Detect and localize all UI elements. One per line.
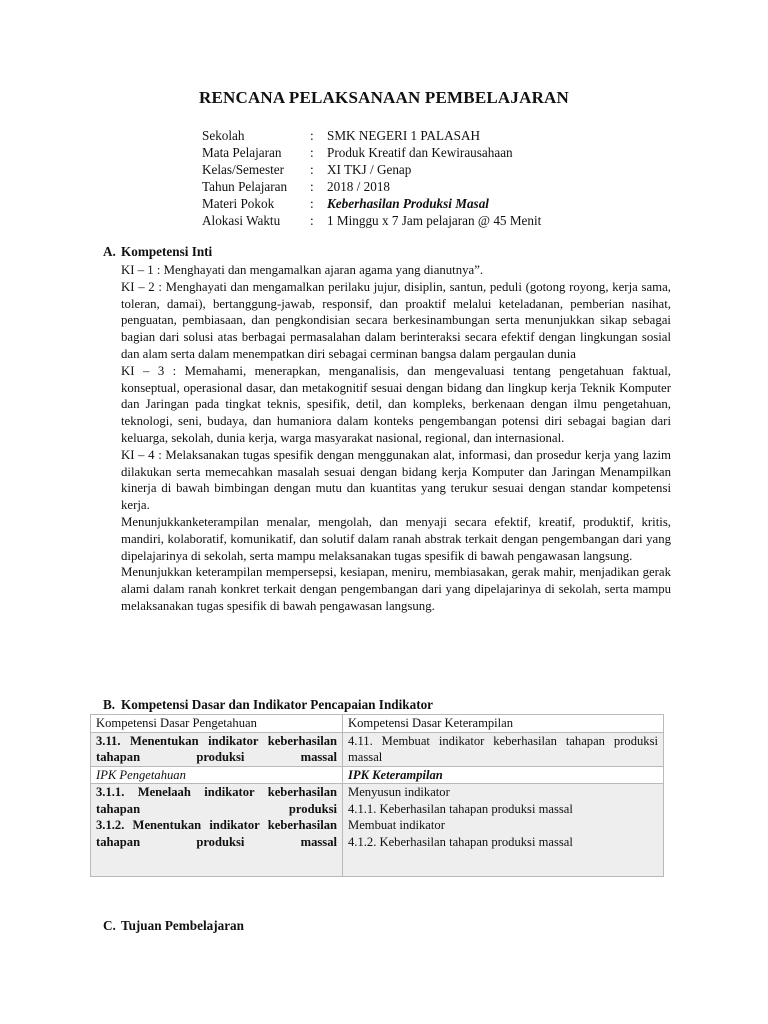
section-a-heading bbox=[103, 244, 212, 260]
identity-colon: : bbox=[310, 145, 314, 160]
ki-paragraph: KI – 2 : Menghayati dan mengamalkan perilaku jujur, disiplin, santun, peduli (gotong royong, kerja sama, toleran, damai), bertanggung-jawab, responsif, dan proaktif melalui keteladanan, pemberian nasihat, penguatan, pembiasaan, dan pengkondisian secara berkesinambungan serta menunjukkan sikap sebagai bagian dari solusi atas berbagai permasalahan dalam berinteraksi secara efektif dengan lingkungan sosial dan alam serta dalam menempatkan diri sebagai cerminan bangsa dalam pergaulan dunia bbox=[121, 279, 671, 361]
identity-label: Mata Pelajaran bbox=[202, 145, 282, 160]
ipk-keterampilan-label: IPK Keterampilan bbox=[343, 766, 664, 784]
kd-pengetahuan-cell: 3.11. Menentukan indikator keberhasilan tahapan produksi massal bbox=[91, 732, 343, 766]
col-header-keterampilan: Kompetensi Dasar Keterampilan bbox=[343, 715, 664, 733]
ipk-item: Menyusun indikator bbox=[348, 785, 450, 799]
identity-value: Keberhasilan Produksi Masal bbox=[327, 196, 489, 211]
section-title: Kompetensi Inti bbox=[121, 244, 213, 259]
section-letter: B. bbox=[103, 697, 116, 712]
table-row bbox=[91, 766, 664, 784]
identity-row bbox=[202, 212, 541, 229]
identity-label: Tahun Pelajaran bbox=[202, 179, 288, 194]
ki-paragraph: KI – 3 : Memahami, menerapkan, menganalisis, dan mengevaluasi tentang pengetahuan faktual, konseptual, operasional dasar, dan metakognitif sesuai dengan bidang dan lingkup kerja Teknik Komputer dan Jaringan pada tingkat teknis, spesifik, detil, dan kompleks, berkenaan dengan ilmu pengetahuan, teknologi, seni, budaya, dan humaniora dalam konteks pengembangan potensi diri sebagai bagian dari keluarga, sekolah, dunia kerja, warga masyarakat nasional, regional, dan internasional. bbox=[121, 363, 671, 445]
document-title: RENCANA PELAKSANAAN PEMBELAJARAN bbox=[198, 88, 570, 107]
ki-paragraph: Menunjukkanketerampilan menalar, mengolah, dan menyaji secara efektif, kreatif, produktif, kritis, mandiri, kolaboratif, komunikatif, dan solutif dalam ranah abstrak terkait dengan pengembangan dari yang dipelajarinya di sekolah, serta mampu melaksanakan tugas spesifik di bawah pengawasan langsung. bbox=[121, 514, 671, 563]
kompetensi-dasar-table bbox=[90, 714, 664, 877]
table-row bbox=[91, 732, 664, 766]
identity-value: 1 Minggu x 7 Jam pelajaran @ 45 Menit bbox=[327, 213, 542, 228]
ipk-pengetahuan-label: IPK Pengetahuan bbox=[91, 766, 343, 784]
identity-colon: : bbox=[310, 128, 314, 143]
section-b-heading bbox=[103, 697, 433, 713]
identity-value: Produk Kreatif dan Kewirausahaan bbox=[327, 145, 513, 160]
identity-value: 2018 / 2018 bbox=[327, 179, 391, 194]
ipk-item: Membuat indikator bbox=[348, 818, 445, 832]
identity-label: Materi Pokok bbox=[202, 196, 275, 211]
section-letter: A. bbox=[103, 244, 116, 259]
ipk-item: 4.1.1. Keberhasilan tahapan produksi massal bbox=[348, 801, 573, 816]
section-letter: C. bbox=[103, 918, 116, 933]
ki-paragraph: Menunjukkan keterampilan mempersepsi, kesiapan, meniru, membiasakan, gerak mahir, menjadikan gerak alami dalam ranah konkret terkait dengan pengembangan dari yang dipelajarinya di sekolah, serta mampu melaksanakan tugas spesifik di bawah pengawasan langsung. bbox=[121, 565, 671, 613]
identity-label: Sekolah bbox=[202, 128, 245, 143]
table-header-row bbox=[91, 715, 664, 733]
table-row bbox=[91, 784, 664, 877]
identity-row bbox=[202, 178, 541, 195]
ki-paragraph: KI – 1 : Menghayati dan mengamalkan ajaran agama yang dianutnya”. bbox=[121, 263, 484, 277]
identity-label: Alokasi Waktu bbox=[202, 213, 281, 228]
identity-value: SMK NEGERI 1 PALASAH bbox=[327, 128, 481, 143]
identity-colon: : bbox=[310, 162, 314, 177]
col-header-pengetahuan: Kompetensi Dasar Pengetahuan bbox=[91, 715, 343, 733]
ipk-item: 4.1.2. Keberhasilan tahapan produksi massal bbox=[348, 834, 573, 849]
kompetensi-inti-text bbox=[121, 262, 671, 615]
ki-paragraph: KI – 4 : Melaksanakan tugas spesifik dengan menggunakan alat, informasi, dan prosedur kerja yang lazim dilakukan serta memecahkan masalah sesuai dengan bidang kerja Komputer dan Jaringan Menampilkan kinerja di bawah bimbingan dengan mutu dan kuantitas yang terukur sesuai dengan standar kompetensi kerja. bbox=[121, 447, 671, 513]
identity-colon: : bbox=[310, 213, 314, 228]
identity-row bbox=[202, 195, 541, 212]
ipk-pengetahuan-cell bbox=[91, 784, 343, 877]
ipk-keterampilan-cell bbox=[343, 784, 664, 877]
identity-row bbox=[202, 161, 541, 178]
section-c-heading bbox=[103, 918, 244, 934]
identity-colon: : bbox=[310, 196, 314, 211]
identity-value: XI TKJ / Genap bbox=[327, 162, 412, 177]
ipk-item: 3.1.1. Menelaah indikator keberhasilan tahapan produksi bbox=[96, 785, 337, 816]
kd-keterampilan-cell: 4.11. Membuat indikator keberhasilan tahapan produksi massal bbox=[343, 732, 664, 766]
identity-table bbox=[202, 127, 541, 229]
identity-row bbox=[202, 144, 541, 161]
section-title: Kompetensi Dasar dan Indikator Pencapaian Indikator bbox=[121, 697, 434, 712]
identity-label: Kelas/Semester bbox=[202, 162, 285, 177]
identity-colon: : bbox=[310, 179, 314, 194]
ipk-item: 3.1.2. Menentukan indikator keberhasilan tahapan produksi massal bbox=[96, 818, 337, 849]
section-title: Tujuan Pembelajaran bbox=[121, 918, 244, 933]
identity-row bbox=[202, 127, 541, 144]
